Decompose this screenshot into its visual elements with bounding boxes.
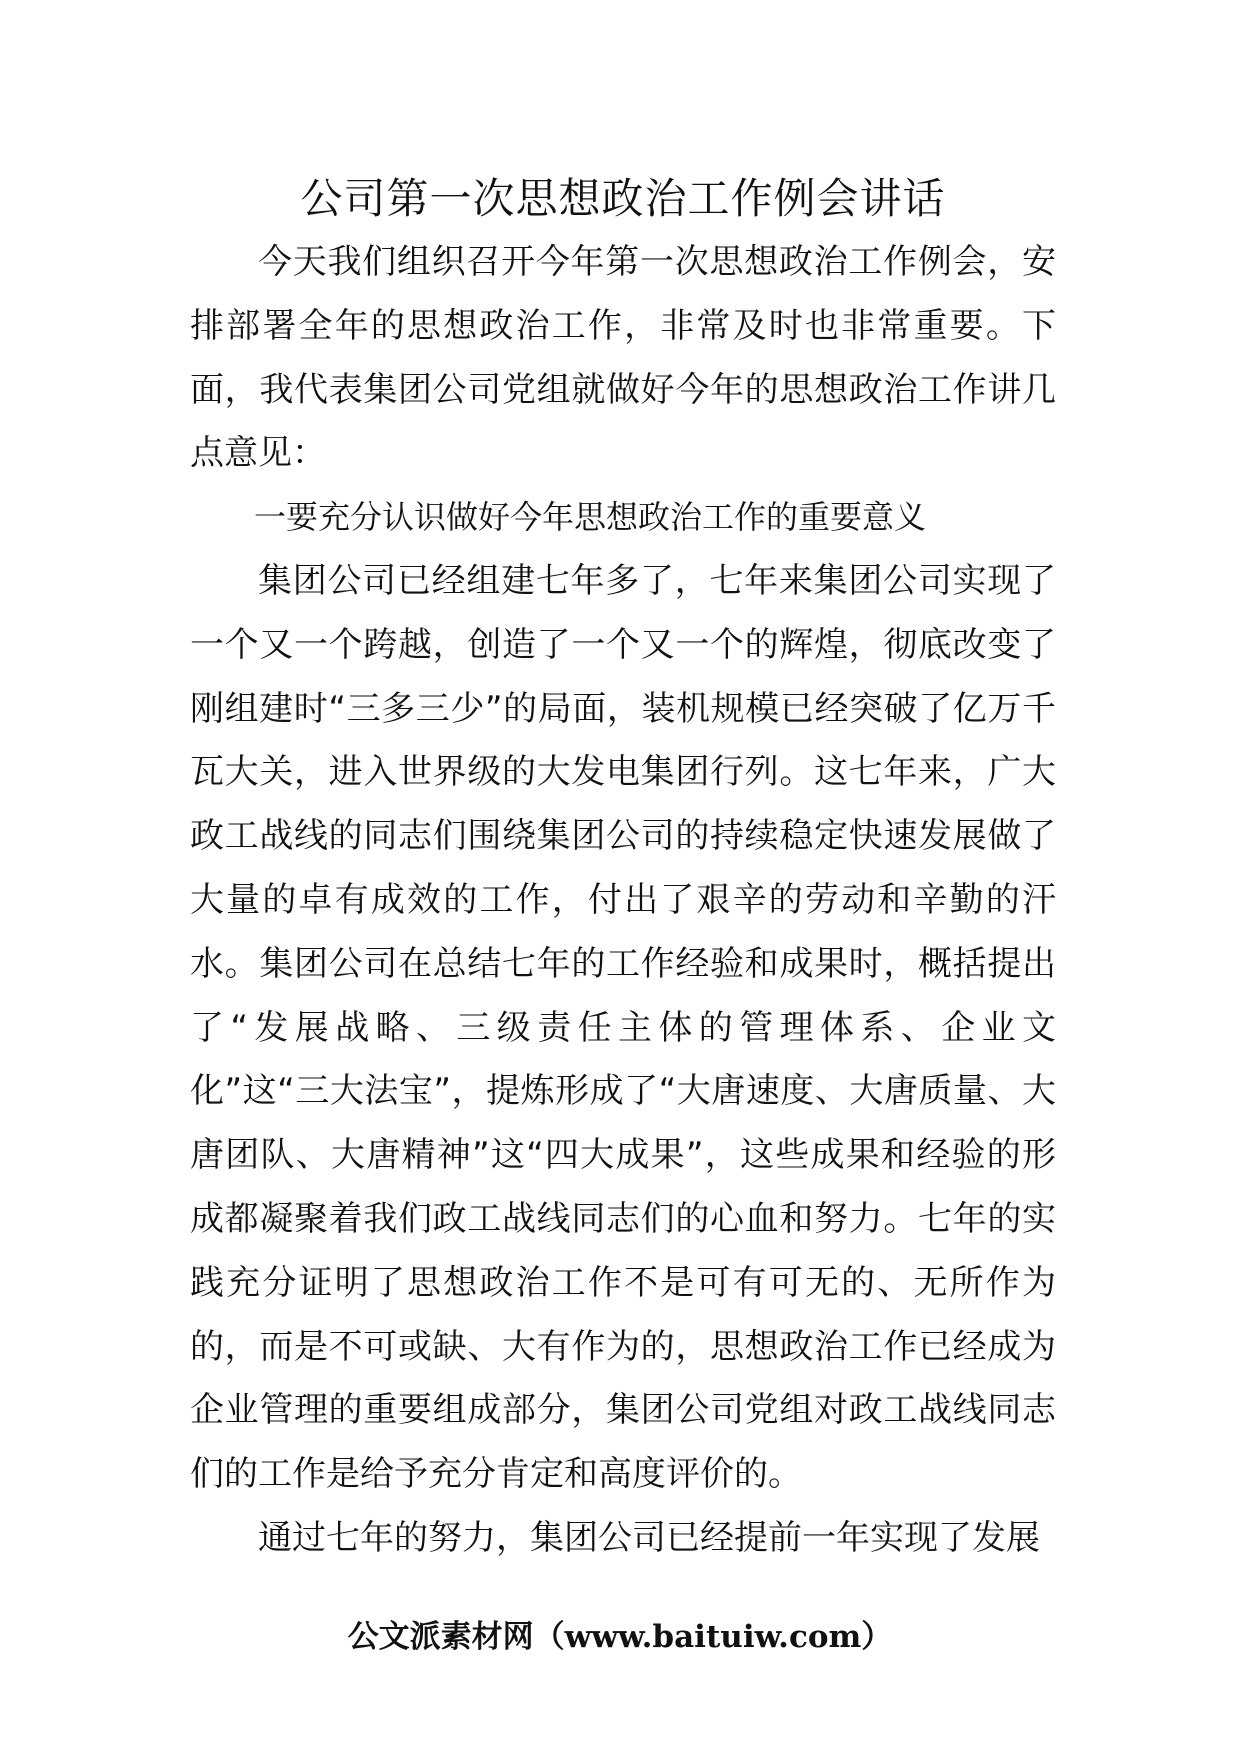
document-body — [190, 231, 1056, 1571]
paragraph-continued: 通过七年的努力，集团公司已经提前一年实现了发展 — [258, 1517, 1040, 1558]
footer-watermark: 公文派素材网（www.baituiw.com） — [347, 1619, 893, 1655]
section-heading-1: 一要充分认识做好今年思想政治工作的重要意义 — [254, 498, 927, 537]
document-title: 公司第一次思想政治工作例会讲话 — [300, 174, 946, 223]
paragraph-review: 集团公司已经组建七年多了，七年来集团公司实现了一个又一个跨越，创造了一个又一个的辉煌，彻底改变了刚组建时“三多三少”的局面，装机规模已经突破了亿万千瓦大关，进入世界级的大发电集团行列。这七年来，广大政工战线的同志们围绕集团公司的持续稳定快速发展做了大量的卓有成效的工作，付出了艰辛的劳动和辛勤的汗水。集团公司在总结七年的工作经验和成果时，概括提出了“发展战略、三级责任主体的管理体系、企业文化”这“三大法宝”，提炼形成了“大唐速度、大唐质量、大唐团队、大唐精神”这“四大成果”，这些成果和经验的形成都凝聚着我们政工战线同志们的心血和努力。七年的实践充分证明了思想政治工作不是可有可无的、无所作为的，而是不可或缺、大有作为的，思想政治工作已经成为企业管理的重要组成部分，集团公司党组对政工战线同志们的工作是给予充分肯定和高度评价的。 — [190, 560, 1056, 1495]
paragraph-intro: 今天我们组织召开今年第一次思想政治工作例会，安排部署全年的思想政治工作，非常及时也非常重要。下面，我代表集团公司党组就做好今年的思想政治工作讲几点意见： — [190, 242, 1056, 474]
